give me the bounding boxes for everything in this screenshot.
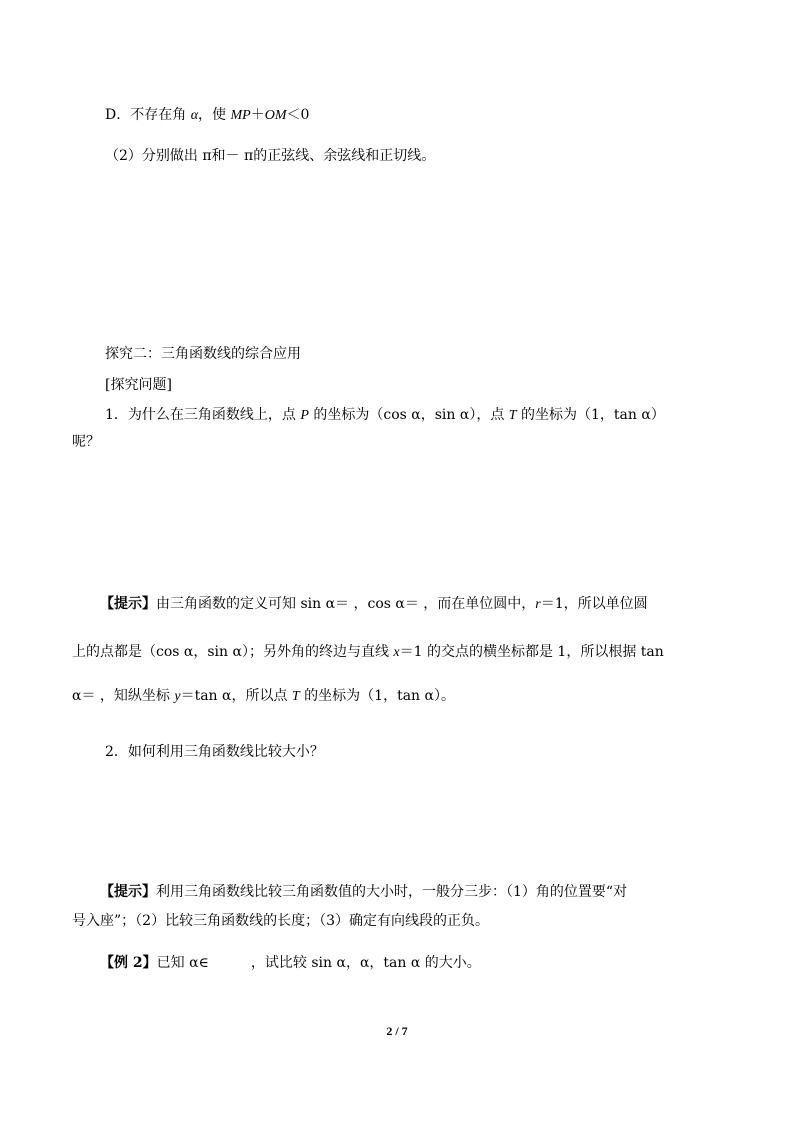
hint-2-tag: 【提示】 (100, 884, 156, 900)
question-1-text-b: 的坐标为（cos α，sin α），点 (308, 407, 509, 423)
option-d-prefix: D．不存在角 (105, 107, 191, 123)
option-d (105, 105, 309, 126)
section-title-text: 探究二：三角函数线的综合应用 (105, 346, 301, 362)
hint-1-text-e: α＝ ，知纵坐标 (72, 688, 175, 704)
hint-1-text-g: 的坐标为（1，tan α）。 (299, 688, 455, 704)
option-d-suffix: ＜0 (286, 107, 310, 123)
example-2-text-a: 已知 α∈ (156, 955, 209, 971)
section-subtitle-text: [探究问题] (105, 377, 172, 393)
hint-1-text-b: ＝1，所以单位圆 (540, 596, 648, 612)
question-1-line-2 (72, 432, 100, 452)
point-p: P (300, 408, 309, 423)
y-symbol: y (174, 689, 181, 704)
hint-1-text-c: 上的点都是（cos α，sin α）；另外角的终边与直线 (72, 644, 394, 660)
mp-symbol: MP (230, 108, 251, 123)
hint-tag: 【提示】 (100, 596, 156, 612)
question-2-draw (105, 146, 435, 166)
question-1-text-end: 呢？ (72, 434, 100, 450)
example-tag: 【例 2】 (100, 955, 157, 971)
x-symbol: x (393, 645, 400, 660)
hint-1-line-3 (72, 686, 455, 707)
question-1-text-c: 的坐标为（1，tan α） (516, 407, 665, 423)
question-2 (105, 742, 324, 762)
page-number: 2 / 7 (386, 1024, 408, 1038)
hint-2-text-b: 号入座”；（2）比较三角函数线的长度；（3）确定有向线段的正负。 (72, 913, 489, 929)
question-2-draw-text: （2）分别做出 π和－ π的正弦线、余弦线和正切线。 (105, 148, 436, 164)
hint-1-line-2 (72, 642, 664, 663)
hint-1-text-d: ＝1 的交点的横坐标都是 1，所以根据 tan (399, 644, 664, 660)
hint-2-text-a: 利用三角函数线比较三角函数值的大小时，一般分三步：（1）角的位置要“对 (156, 884, 628, 900)
r-symbol: r (535, 597, 541, 612)
example-2 (100, 953, 481, 973)
point-t: T (508, 408, 517, 423)
plus-symbol: ＋ (250, 107, 265, 123)
question-2-text: 2．如何利用三角函数线比较大小？ (105, 744, 324, 760)
question-1-line-1 (105, 405, 665, 426)
point-t-hint: T (291, 689, 300, 704)
hint-2-line-1 (100, 882, 627, 902)
hint-1-line-1 (100, 594, 648, 615)
om-symbol: OM (264, 108, 287, 123)
alpha-symbol: α (190, 108, 199, 123)
section-subtitle (105, 375, 172, 395)
option-d-middle: ，使 (198, 107, 231, 123)
question-1-text-a: 1．为什么在三角函数线上，点 (105, 407, 301, 423)
example-2-text-b: ，试比较 sin α，α，tan α 的大小。 (250, 955, 481, 971)
hint-1-text-f: ＝tan α，所以点 (180, 688, 292, 704)
section-title (105, 344, 301, 364)
hint-2-line-2 (72, 911, 489, 931)
hint-1-text-a: 由三角函数的定义可知 sin α＝ ，cos α＝ ，而在单位圆中， (156, 596, 536, 612)
